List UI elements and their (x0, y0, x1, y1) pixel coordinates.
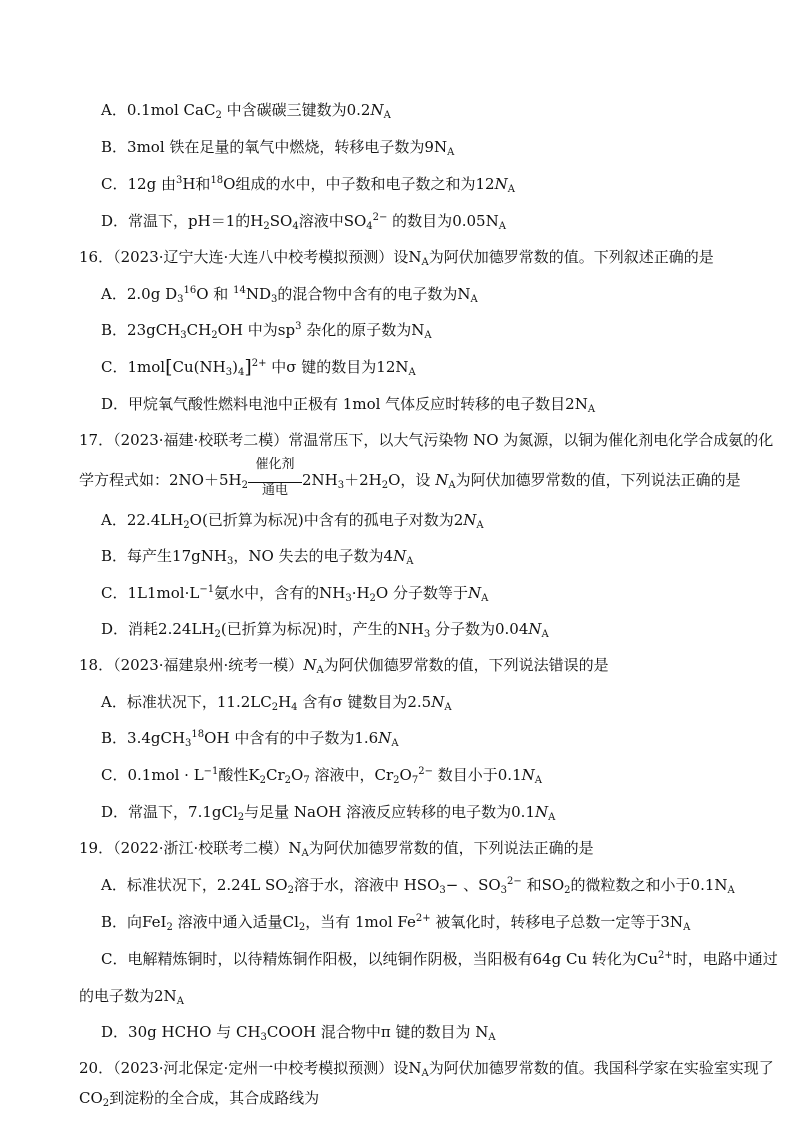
q15-option-d: D．常温下，pH＝1的$H_2SO_4$溶液中$SO_4^{2-}$ 的数目为$0.05N_A$ (101, 212, 506, 232)
q16-stem: 16．（2023·辽宁大连·大连八中校考模拟预测）设$N_A$为阿伏加德罗常数的值。下列叙述正确的是 (79, 248, 714, 268)
q16-option-a: A．2.0g $D_3^{16}O$ 和 $^{14}ND_3$的混合物中含有的电子数为$N_A$ (101, 285, 478, 305)
reaction-arrow: 催化剂 通电 (248, 470, 302, 490)
q19-option-a: A．标准状况下，2.24L $SO_2$溶于水，溶液中 $HSO_3-$ 、$SO_3^{2-}$ 和$SO_2$的微粒数之和小于$0.1N_A$ (101, 876, 735, 896)
q19-option-c-cont: 的电子数为$2N_A$ (79, 987, 184, 1007)
q16-option-c: C．$1mol[Cu(NH_3)_4]^{2+}$ 中σ 键的数目为$12N_A$ (101, 356, 416, 378)
q15-option-a: A．0.1mol CaC$_2$ 中含碳碳三键数为$0.2N_A$ (101, 101, 391, 121)
q18-option-d: D．常温下，7.1gCl$_2$与足量 NaOH 溶液反应转移的电子数为$0.1N_A$ (101, 803, 556, 823)
q15-option-b: B．3mol 铁在足量的氧气中燃烧，转移电子数为$9N_A$ (101, 138, 455, 158)
q19-option-d: D．30g HCHO 与 $CH_3COOH$ 混合物中π 键的数目为 $N_A$ (101, 1023, 496, 1043)
q18-option-a: A．标准状况下，$11.2LC_2H_4$ 含有σ 键数目为$2.5N_A$ (101, 693, 452, 713)
q20-stem-line2: $CO_2$到淀粉的全合成，其合成路线为 (79, 1089, 320, 1109)
q16-option-b: B．$23gCH_3CH_2OH$ 中为$sp^3$ 杂化的原子数为$N_A$ (101, 321, 432, 341)
q16-option-d: D．甲烷氧气酸性燃料电池中正极有 1mol 气体反应时转移的电子数目$2N_A$ (101, 395, 596, 415)
q17-equation: $2NO+5H_2$ 催化剂 通电 $2NH_3+2H_2O$ (169, 457, 401, 498)
q20-stem-line1: 20．（2023·河北保定·定州一中校考模拟预测）设$N_A$为阿伏加德罗常数的值。我国科学家在实验室实现了 (79, 1059, 774, 1079)
q17-option-a: A．$22.4LH_2O$(已折算为标况)中含有的孤电子对数为$2N_A$ (101, 511, 484, 531)
q15-option-c: C．12g 由$^3$H和$^{18}$O组成的水中，中子数和电子数之和为$12N_A$ (101, 175, 515, 195)
q19-stem: 19．（2022·浙江·校联考二模）$N_A$为阿伏加德罗常数的值，下列说法正确的是 (79, 839, 594, 859)
q19-option-b: B．向FeI$_2$ 溶液中通入适量$Cl_2$，当有 1mol $Fe^{2+}$ 被氧化时，转移电子总数一定等于$3N_A$ (101, 913, 691, 933)
q18-option-c: C．$0.1mol \cdot L^{-1}$酸性$K_2Cr_2O_7$ 溶液中，$Cr_2O_7^{2-}$ 数目小于$0.1N_A$ (101, 766, 542, 786)
q17-stem-line1: 17．（2023·福建·校联考二模）常温常压下，以大气污染物 NO 为氮源，以铜为催化剂电化学合成氨的化 (79, 431, 774, 449)
q17-stem-line2: 学方程式如：$2NO+5H_2$ 催化剂 通电 $2NH_3+2H_2O$，设 $N_A$为阿伏加德罗常数的值，下列说法正确的是 (79, 457, 741, 498)
q19-option-c: C．电解精炼铜时，以待精炼铜作阳极，以纯铜作阴极，当阳极有64g Cu 转化为$Cu^{2+}$时，电路中通过 (101, 950, 778, 968)
q18-option-b: B．3.4gCH$_3^{18}$OH 中含有的中子数为$1.6N_A$ (101, 729, 399, 749)
q17-option-c: C．$1L1mol\cdot L^{-1}$氨水中，含有的$NH_3\cdot H_2O$ 分子数等于$N_A$ (101, 584, 489, 604)
q18-stem: 18．（2023·福建泉州·统考一模）$N_A$为阿伏伽德罗常数的值，下列说法错误的是 (79, 656, 609, 676)
q17-option-b: B．每产生17gNH$_3$，NO 失去的电子数为$4N_A$ (101, 547, 414, 567)
q17-option-d: D．消耗$2.24LH_2$(已折算为标况)时，产生的$NH_3$ 分子数为$0.04N_A$ (101, 620, 549, 640)
